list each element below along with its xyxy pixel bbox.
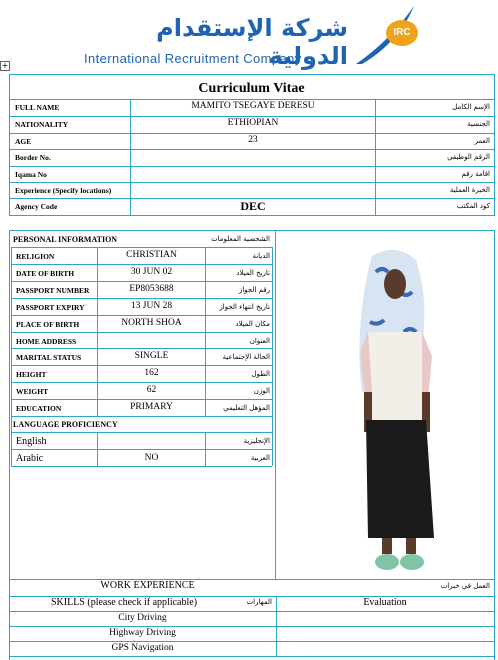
skill-evaluation-cell[interactable] bbox=[277, 627, 494, 641]
skill-item: GPS Navigation bbox=[111, 643, 174, 653]
personal-label-arabic: رقم الجواز bbox=[238, 286, 270, 294]
table-border bbox=[9, 626, 495, 627]
cv-label: NATIONALITY bbox=[15, 120, 69, 129]
personal-label: MARITAL STATUS bbox=[16, 353, 82, 362]
personal-value[interactable]: 162 bbox=[144, 368, 159, 378]
cv-label: FULL NAME bbox=[15, 103, 60, 112]
table-border bbox=[130, 99, 131, 215]
table-border bbox=[11, 247, 272, 248]
cv-title: Curriculum Vitae bbox=[198, 81, 305, 96]
table-border bbox=[9, 215, 495, 216]
cv-value[interactable]: ETHIOPIAN bbox=[227, 118, 279, 128]
cv-label: Iqama No bbox=[15, 170, 47, 179]
personal-value[interactable]: PRIMARY bbox=[130, 402, 173, 412]
table-border bbox=[9, 596, 495, 597]
language-label: Arabic bbox=[16, 453, 44, 464]
personal-label-arabic: المؤهل التعليمي bbox=[223, 404, 270, 412]
personal-value[interactable]: 13 JUN 28 bbox=[130, 301, 173, 311]
personal-value[interactable]: EP8053688 bbox=[129, 284, 174, 294]
personal-value[interactable]: SINGLE bbox=[134, 351, 169, 361]
personal-info-header-arabic: الشخصية المعلومات bbox=[211, 235, 270, 243]
logo-badge-text: IRC bbox=[393, 27, 411, 38]
language-label: English bbox=[16, 436, 47, 447]
cv-value[interactable]: 23 bbox=[248, 135, 258, 145]
personal-label-arabic: العنوان bbox=[249, 337, 270, 345]
cv-label-arabic: الجنسية bbox=[467, 120, 490, 128]
language-value[interactable]: NO bbox=[144, 453, 159, 463]
personal-label: HEIGHT bbox=[16, 370, 47, 379]
table-border bbox=[11, 332, 272, 333]
personal-label: EDUCATION bbox=[16, 404, 62, 413]
table-border bbox=[9, 182, 495, 183]
table-border bbox=[494, 74, 495, 215]
table-border bbox=[9, 149, 495, 150]
skills-title-arabic: المهارات bbox=[246, 598, 272, 606]
cv-value[interactable]: MAMITO TSEGAYE DERESU bbox=[191, 101, 315, 111]
personal-label-arabic: الطول bbox=[251, 370, 270, 378]
table-border bbox=[9, 641, 495, 642]
personal-label: WEIGHT bbox=[16, 387, 49, 396]
personal-label: PASSPORT EXPIRY bbox=[16, 303, 85, 312]
language-label-arabic: الإنجليزية bbox=[243, 437, 270, 445]
cv-label-arabic: كود المكتب bbox=[456, 202, 490, 210]
table-border bbox=[11, 399, 272, 400]
table-border bbox=[9, 99, 495, 100]
table-border bbox=[11, 432, 272, 433]
cv-label: Experience (Specify locations) bbox=[15, 186, 112, 195]
table-border bbox=[11, 298, 272, 299]
table-border bbox=[9, 611, 495, 612]
table-border bbox=[276, 596, 277, 656]
language-label-arabic: العربية bbox=[250, 454, 270, 462]
personal-label-arabic: الحالة الإجتماعية bbox=[222, 353, 270, 361]
personal-value[interactable]: NORTH SHOA bbox=[121, 318, 182, 328]
cv-label: AGE bbox=[15, 137, 32, 146]
table-border bbox=[11, 466, 272, 467]
personal-label-arabic: تاريخ انتهاء الجواز bbox=[219, 303, 270, 311]
table-border bbox=[11, 264, 272, 265]
personal-label: HOME ADDRESS bbox=[16, 337, 77, 346]
cv-label: Agency Code bbox=[15, 202, 58, 211]
cv-label-arabic: اقامة رقم bbox=[461, 170, 490, 178]
table-border bbox=[9, 133, 495, 134]
personal-label: PLACE OF BIRTH bbox=[16, 320, 80, 329]
table-border bbox=[11, 449, 272, 450]
personal-value[interactable]: CHRISTIAN bbox=[126, 250, 177, 260]
table-border bbox=[205, 247, 206, 416]
personal-label-arabic: الوزن bbox=[253, 387, 270, 395]
personal-label-arabic: الديانة bbox=[252, 252, 270, 260]
personal-label: PASSPORT NUMBER bbox=[16, 286, 90, 295]
table-move-handle-icon[interactable]: + bbox=[1, 61, 9, 70]
table-border bbox=[97, 247, 98, 416]
table-border bbox=[97, 432, 98, 466]
company-name-english: International Recruitment Company bbox=[84, 51, 302, 66]
table-border bbox=[9, 166, 495, 167]
work-experience-title: WORK EXPERIENCE bbox=[100, 580, 195, 591]
cv-label-arabic: الإسم الكامل bbox=[452, 103, 490, 111]
personal-label-arabic: تاريخ الميلاد bbox=[236, 269, 270, 277]
table-border bbox=[11, 416, 272, 417]
table-border bbox=[9, 116, 495, 117]
personal-label: DATE OF BIRTH bbox=[16, 269, 75, 278]
table-border bbox=[11, 382, 272, 383]
table-border bbox=[275, 230, 276, 579]
evaluation-header: Evaluation bbox=[363, 597, 407, 608]
cv-label: Border No. bbox=[15, 153, 51, 162]
cv-label-arabic: الرقم الوظيفي bbox=[447, 153, 490, 161]
table-border bbox=[11, 281, 272, 282]
personal-value[interactable]: 30 JUN 02 bbox=[130, 267, 173, 277]
company-name-arabic: شركة الإستقدام الدولية bbox=[156, 14, 348, 70]
table-border bbox=[272, 247, 273, 466]
cv-label-arabic: الخبرة العملية bbox=[449, 186, 490, 194]
table-border bbox=[375, 99, 376, 215]
table-border bbox=[11, 315, 272, 316]
work-experience-title-arabic: العمل في خبرات bbox=[440, 582, 490, 590]
table-border bbox=[9, 579, 495, 580]
skills-title: SKILLS (please check if applicable) bbox=[50, 597, 198, 608]
table-border bbox=[11, 348, 272, 349]
table-border bbox=[9, 198, 495, 199]
table-border bbox=[11, 247, 12, 466]
skill-evaluation-cell[interactable] bbox=[277, 642, 494, 656]
table-border bbox=[9, 74, 495, 75]
personal-value[interactable]: 62 bbox=[146, 385, 157, 395]
personal-label-arabic: مكان الميلاد bbox=[235, 320, 270, 328]
language-proficiency-header: LANGUAGE PROFICIENCY bbox=[13, 420, 118, 429]
table-border bbox=[9, 230, 495, 231]
cv-label-arabic: العمر bbox=[474, 137, 490, 145]
skill-item: City Driving bbox=[118, 613, 167, 623]
personal-label: RELIGION bbox=[16, 252, 55, 261]
table-border bbox=[9, 656, 495, 657]
personal-info-header: PERSONAL INFORMATION bbox=[13, 235, 118, 244]
table-border bbox=[9, 74, 10, 215]
skill-item: Highway Driving bbox=[109, 628, 176, 638]
cv-value[interactable]: DEC bbox=[240, 199, 266, 213]
table-border bbox=[205, 432, 206, 466]
table-border bbox=[11, 365, 272, 366]
skill-evaluation-cell[interactable] bbox=[277, 612, 494, 626]
